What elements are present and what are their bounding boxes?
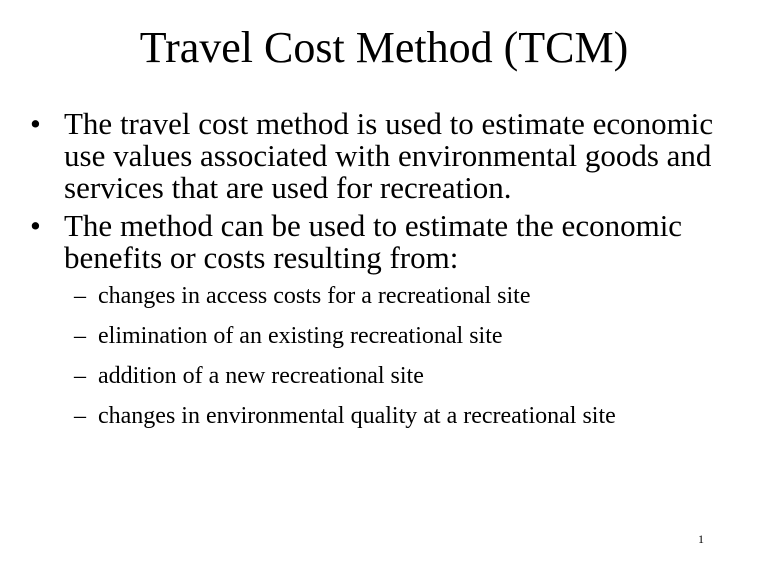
bullet-icon: •	[30, 208, 41, 243]
bullet-text: The travel cost method is used to estimate economic use values associated with environmental goods and services that are used for recreation.	[64, 106, 714, 205]
dash-icon: –	[74, 283, 86, 309]
bullet-item	[27, 108, 737, 204]
page-number: 1	[698, 532, 704, 546]
sub-bullet-item	[74, 402, 737, 430]
sub-bullet-text: elimination of an existing recreational site	[98, 323, 503, 349]
sub-bullet-item	[74, 282, 737, 310]
dash-icon: –	[74, 323, 86, 349]
sub-bullet-text: changes in access costs for a recreational site	[98, 283, 531, 309]
slide-title: Travel Cost Method (TCM)	[139, 23, 629, 72]
bullet-list	[27, 108, 737, 436]
dash-icon: –	[74, 363, 86, 389]
bullet-text: The method can be used to estimate the economic benefits or costs resulting from:	[64, 208, 683, 275]
sub-bullet-text: changes in environmental quality at a recreational site	[98, 403, 616, 429]
bullet-item	[27, 210, 737, 430]
bullet-icon: •	[30, 106, 41, 141]
sub-bullet-item	[74, 362, 737, 390]
sub-bullet-item	[74, 322, 737, 350]
dash-icon: –	[74, 403, 86, 429]
sub-bullet-text: addition of a new recreational site	[98, 363, 424, 389]
sub-bullet-list	[74, 282, 737, 430]
